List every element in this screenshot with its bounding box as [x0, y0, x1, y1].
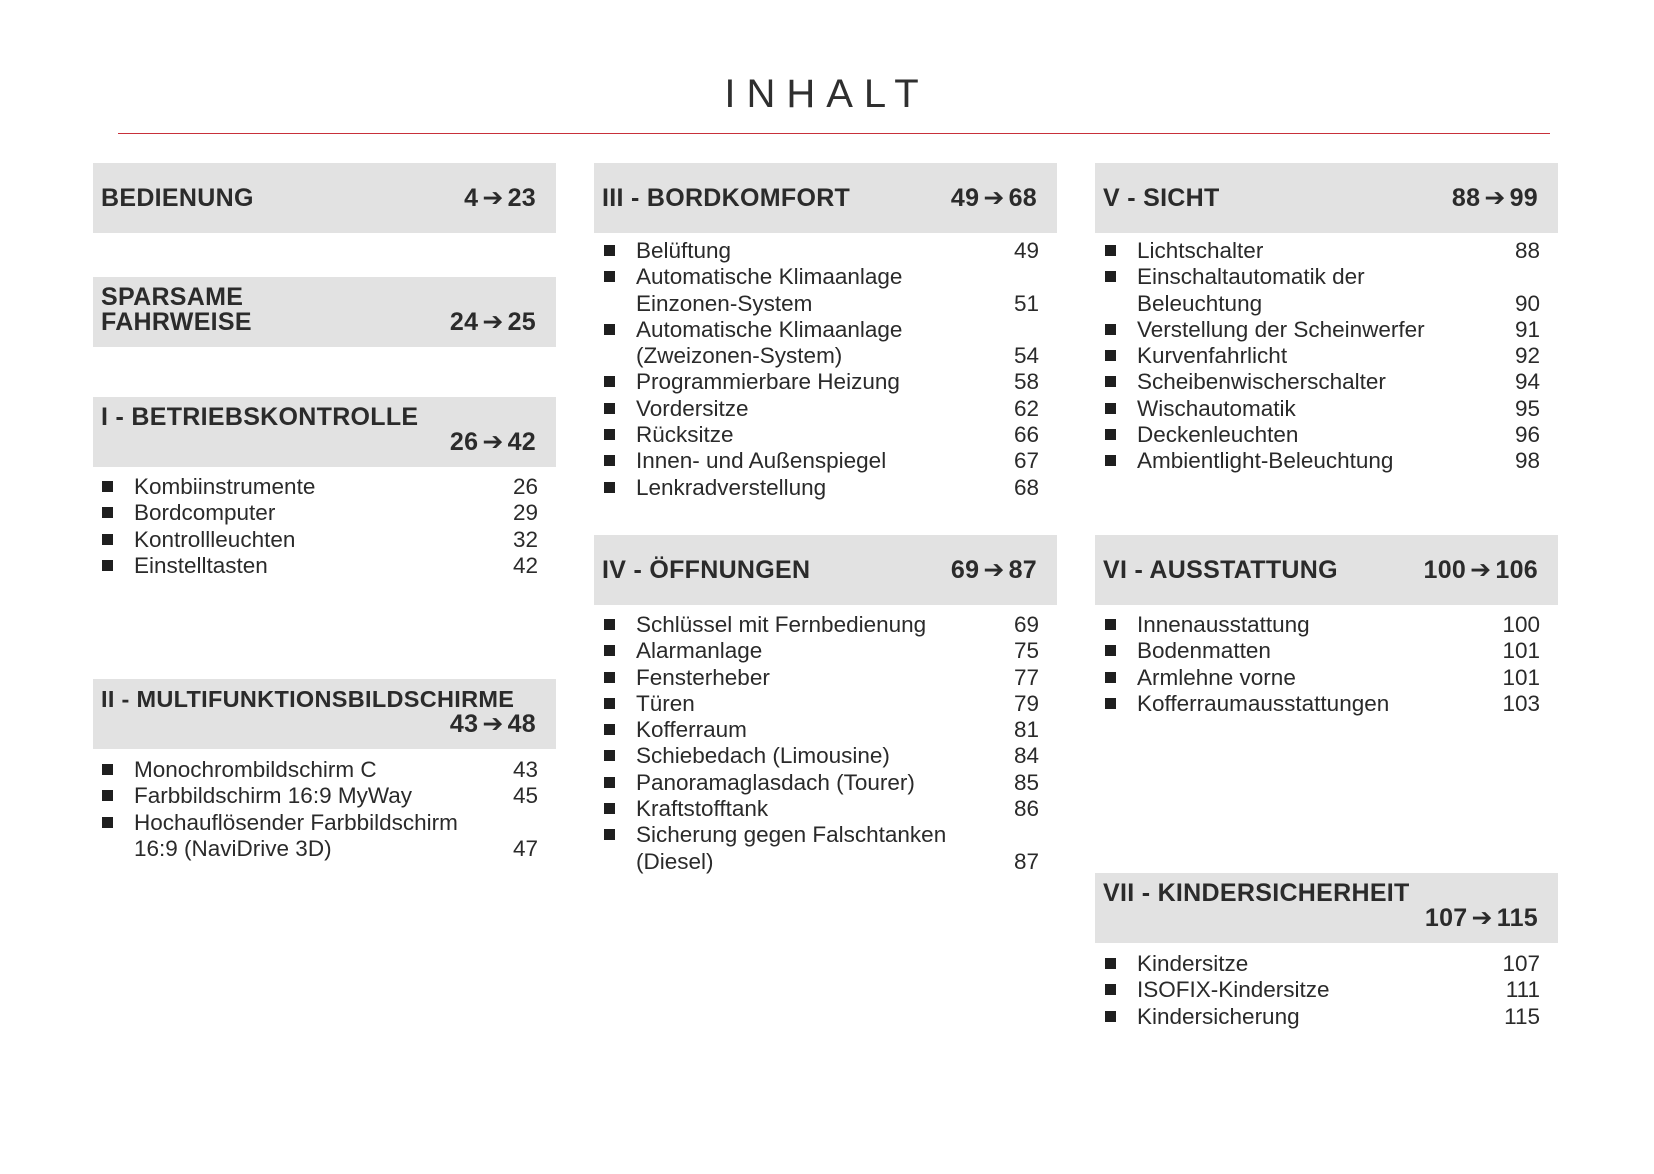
list-item-label: Rücksitze: [636, 422, 734, 448]
list-item-page-number: 100: [1502, 612, 1540, 637]
square-bullet-icon: [604, 376, 615, 387]
list-item-page-number: 92: [1514, 343, 1540, 369]
list-item[interactable]: [602, 475, 1039, 501]
square-bullet-icon: [102, 560, 113, 571]
list-item-label: Kurvenfahrlicht: [1137, 343, 1288, 369]
list-item-label: Monochrombildschirm C: [134, 757, 377, 782]
square-bullet-icon: [1105, 698, 1116, 709]
arrow-right-icon: ➔: [482, 428, 504, 456]
square-bullet-icon: [604, 619, 615, 630]
page-range: 24 ➔ 25: [449, 308, 536, 336]
list-item[interactable]: [602, 264, 1039, 317]
section-header-betriebskontrolle[interactable]: [93, 397, 556, 467]
square-bullet-icon: [604, 724, 615, 735]
list-item[interactable]: [602, 238, 1039, 264]
list-item-page-number: 111: [1505, 977, 1540, 1003]
square-bullet-icon: [1105, 403, 1116, 414]
list-item-page-number: 107: [1502, 951, 1540, 976]
list-item[interactable]: [100, 783, 538, 809]
section-title: IV - ÖFFNUNGEN: [602, 555, 811, 584]
list-item-label: Verstellung der Scheinwerfer: [1137, 316, 1425, 342]
list-item-page-number: 94: [1514, 369, 1540, 395]
arrow-right-icon: ➔: [983, 556, 1005, 584]
square-bullet-icon: [1105, 958, 1116, 969]
list-item-label: Armlehne vorne: [1137, 664, 1296, 690]
list-item-page-number: 115: [1504, 1003, 1540, 1029]
list-item-label: Alarmanlage: [636, 638, 763, 664]
list-item-page-number: 54: [1013, 343, 1039, 369]
list-item-page-number: 96: [1514, 422, 1540, 448]
square-bullet-icon: [102, 764, 113, 775]
list-item-page-number: 77: [1013, 664, 1039, 690]
list-item-label: Belüftung: [636, 238, 732, 263]
list-item-label: Farbbildschirm 16:9 MyWay: [134, 783, 412, 809]
list-item[interactable]: [1103, 448, 1540, 474]
section-header-bedienung[interactable]: [93, 163, 556, 233]
list-item-label: Schiebedach (Limousine): [636, 743, 890, 769]
section-title: VII - KINDERSICHERHEIT: [1103, 879, 1410, 907]
page-range: 26 ➔ 42: [449, 428, 536, 456]
list-item-page-number: 88: [1514, 238, 1540, 263]
list-item-label: Vordersitze: [636, 395, 749, 421]
section-list-ausstattung: [1103, 612, 1540, 717]
list-item-page-number: 26: [512, 474, 538, 499]
list-item-label: Sicherung gegen Falschtanken (Diesel): [636, 822, 947, 874]
list-item-label: Ambientlight-Beleuchtung: [1137, 448, 1394, 474]
list-item-page-number: 101: [1502, 638, 1540, 664]
list-item-label: Wischautomatik: [1137, 395, 1296, 421]
page-range: 4 ➔ 23: [464, 184, 536, 212]
list-item[interactable]: [100, 757, 538, 783]
list-item-label: Bordcomputer: [134, 500, 276, 526]
list-item-label: Einstelltasten: [134, 552, 268, 578]
list-item-label: ISOFIX-Kindersitze: [1137, 977, 1330, 1003]
square-bullet-icon: [1105, 1011, 1116, 1022]
square-bullet-icon: [102, 507, 113, 518]
square-bullet-icon: [604, 482, 615, 493]
section-list-kindersicherheit: [1103, 951, 1540, 1030]
list-item[interactable]: [100, 810, 538, 863]
section-header-multifunktionsbildschirme[interactable]: [93, 679, 556, 749]
arrow-right-icon: ➔: [1471, 904, 1493, 932]
square-bullet-icon: [1105, 984, 1116, 995]
square-bullet-icon: [604, 403, 615, 414]
section-header-ausstattung[interactable]: [1095, 535, 1558, 605]
square-bullet-icon: [1105, 619, 1116, 630]
list-item-page-number: 91: [1514, 316, 1540, 342]
arrow-right-icon: ➔: [983, 184, 1005, 212]
list-item-page-number: 86: [1013, 796, 1039, 822]
list-item[interactable]: [1103, 343, 1540, 369]
list-item-page-number: 75: [1013, 638, 1039, 664]
section-list-betriebskontrolle: [100, 474, 538, 579]
square-bullet-icon: [102, 481, 113, 492]
list-item-page-number: 51: [1013, 290, 1039, 316]
list-item-label: Schlüssel mit Fernbedienung: [636, 612, 927, 637]
list-item-page-number: 79: [1013, 690, 1039, 716]
square-bullet-icon: [1105, 455, 1116, 466]
list-item-page-number: 43: [512, 757, 538, 782]
square-bullet-icon: [604, 245, 615, 256]
list-item-label: Kofferraum: [636, 717, 747, 743]
list-item-label: Panoramaglasdach (Tourer): [636, 769, 915, 795]
list-item-page-number: 45: [512, 783, 538, 809]
list-item-page-number: 29: [512, 500, 538, 526]
list-item[interactable]: [602, 796, 1039, 822]
list-item-label: Fensterheber: [636, 664, 770, 690]
arrow-right-icon: ➔: [482, 710, 504, 738]
page-range: 107 ➔ 115: [1424, 904, 1538, 932]
list-item[interactable]: [602, 422, 1039, 448]
square-bullet-icon: [604, 803, 615, 814]
list-item-label: Kofferraumausstattungen: [1137, 690, 1390, 716]
square-bullet-icon: [102, 790, 113, 801]
page-range: 69 ➔ 87: [950, 556, 1037, 584]
section-list-sicht: [1103, 238, 1540, 475]
list-item[interactable]: [602, 396, 1039, 422]
list-item[interactable]: [100, 474, 538, 500]
page-range: 100 ➔ 106: [1423, 556, 1538, 584]
section-list-oeffnungen: [602, 612, 1039, 875]
page-range: 43 ➔ 48: [449, 710, 536, 738]
list-item-page-number: 32: [512, 526, 538, 552]
list-item[interactable]: [1103, 638, 1540, 664]
section-title: I - BETRIEBSKONTROLLE: [101, 403, 419, 431]
list-item[interactable]: [602, 717, 1039, 743]
section-header-sicht[interactable]: [1095, 163, 1558, 233]
section-header-oeffnungen[interactable]: [594, 535, 1057, 605]
list-item[interactable]: [602, 638, 1039, 664]
section-title: V - SICHT: [1103, 183, 1220, 212]
list-item-label: Programmierbare Heizung: [636, 369, 900, 395]
list-item[interactable]: [1103, 951, 1540, 977]
list-item[interactable]: [100, 527, 538, 553]
square-bullet-icon: [604, 271, 615, 282]
list-item-label: Automatische Klimaanlage Einzonen-System: [636, 264, 903, 316]
square-bullet-icon: [604, 672, 615, 683]
list-item[interactable]: [1103, 264, 1540, 317]
list-item-page-number: 101: [1502, 664, 1540, 690]
list-item-label: Türen: [636, 690, 695, 716]
list-item[interactable]: [1103, 977, 1540, 1003]
list-item[interactable]: [602, 317, 1039, 370]
section-title-line2: FAHRWEISE: [101, 308, 252, 336]
square-bullet-icon: [1105, 645, 1116, 656]
list-item[interactable]: [1103, 396, 1540, 422]
square-bullet-icon: [102, 534, 113, 545]
arrow-right-icon: ➔: [482, 184, 504, 212]
page-title: INHALT: [724, 72, 930, 116]
page-range: 49 ➔ 68: [950, 184, 1037, 212]
list-item[interactable]: [1103, 691, 1540, 717]
list-item[interactable]: [602, 691, 1039, 717]
section-list-multifunktionsbildschirme: [100, 757, 538, 862]
arrow-right-icon: ➔: [482, 308, 504, 336]
list-item-page-number: 66: [1013, 422, 1039, 448]
section-header-kindersicherheit[interactable]: [1095, 873, 1558, 943]
section-header-sparsame-fahrweise[interactable]: [93, 277, 556, 347]
list-item-label: Kindersicherung: [1137, 1003, 1300, 1029]
list-item-label: Einschaltautomatik der Beleuchtung: [1137, 264, 1365, 316]
list-item-label: Kombiinstrumente: [134, 474, 316, 499]
list-item[interactable]: [1103, 238, 1540, 264]
section-title-line1: SPARSAME: [101, 283, 244, 311]
list-item-label: Lenkradverstellung: [636, 474, 827, 500]
list-item-page-number: 85: [1013, 769, 1039, 795]
square-bullet-icon: [604, 829, 615, 840]
square-bullet-icon: [604, 429, 615, 440]
square-bullet-icon: [604, 324, 615, 335]
section-title: BEDIENUNG: [101, 183, 254, 212]
list-item[interactable]: [100, 553, 538, 579]
list-item-page-number: 98: [1514, 448, 1540, 474]
list-item-page-number: 84: [1013, 743, 1039, 769]
square-bullet-icon: [604, 455, 615, 466]
square-bullet-icon: [1105, 324, 1116, 335]
list-item[interactable]: [602, 770, 1039, 796]
list-item[interactable]: [602, 743, 1039, 769]
arrow-right-icon: ➔: [1484, 184, 1506, 212]
list-item-label: Kontrollleuchten: [134, 526, 296, 552]
title-divider: [118, 133, 1550, 134]
section-title: VI - AUSSTATTUNG: [1103, 555, 1338, 584]
list-item[interactable]: [100, 500, 538, 526]
list-item-label: Kraftstofftank: [636, 796, 769, 822]
square-bullet-icon: [1105, 350, 1116, 361]
square-bullet-icon: [604, 777, 615, 788]
square-bullet-icon: [1105, 376, 1116, 387]
list-item-label: Kindersitze: [1137, 951, 1249, 976]
list-item-label: Innen- und Außenspiegel: [636, 448, 887, 474]
section-header-bordkomfort[interactable]: [594, 163, 1057, 233]
list-item-page-number: 58: [1013, 369, 1039, 395]
section-title: III - BORDKOMFORT: [602, 183, 851, 212]
square-bullet-icon: [604, 645, 615, 656]
list-item[interactable]: [1103, 369, 1540, 395]
arrow-right-icon: ➔: [1470, 556, 1492, 584]
list-item-page-number: 67: [1013, 448, 1039, 474]
list-item-page-number: 42: [512, 552, 538, 578]
list-item[interactable]: [1103, 1004, 1540, 1030]
list-item[interactable]: [602, 448, 1039, 474]
list-item-page-number: 68: [1013, 474, 1039, 500]
list-item-page-number: 69: [1013, 612, 1039, 637]
list-item-label: Innenausstattung: [1137, 612, 1310, 637]
list-item[interactable]: [1103, 317, 1540, 343]
square-bullet-icon: [604, 750, 615, 761]
square-bullet-icon: [1105, 429, 1116, 440]
list-item[interactable]: [602, 612, 1039, 638]
square-bullet-icon: [102, 817, 113, 828]
square-bullet-icon: [1105, 672, 1116, 683]
list-item[interactable]: [1103, 612, 1540, 638]
list-item-label: Bodenmatten: [1137, 638, 1271, 664]
list-item[interactable]: [1103, 422, 1540, 448]
list-item-label: Scheibenwischerschalter: [1137, 369, 1386, 395]
square-bullet-icon: [1105, 245, 1116, 256]
list-item-label: Lichtschalter: [1137, 238, 1264, 263]
list-item-page-number: 49: [1013, 238, 1039, 263]
list-item-label: Automatische Klimaanlage (Zweizonen-System): [636, 316, 903, 369]
list-item-label: Deckenleuchten: [1137, 422, 1299, 448]
section-list-bordkomfort: [602, 238, 1039, 501]
square-bullet-icon: [604, 698, 615, 709]
list-item-page-number: 87: [1013, 848, 1039, 874]
list-item-page-number: 47: [512, 835, 538, 861]
list-item-page-number: 62: [1013, 395, 1039, 421]
section-title: II - MULTIFUNKTIONSBILDSCHIRME: [101, 686, 515, 712]
list-item-page-number: 81: [1013, 717, 1039, 743]
square-bullet-icon: [1105, 271, 1116, 282]
list-item-page-number: 90: [1514, 290, 1540, 316]
list-item[interactable]: [602, 369, 1039, 395]
list-item[interactable]: [602, 665, 1039, 691]
list-item-page-number: 95: [1514, 395, 1540, 421]
page-range: 88 ➔ 99: [1451, 184, 1538, 212]
list-item[interactable]: [1103, 665, 1540, 691]
list-item-page-number: 103: [1502, 690, 1540, 716]
list-item-label: Hochauflösender Farbbildschirm 16:9 (NaviDrive 3D): [134, 809, 458, 861]
list-item[interactable]: [602, 822, 1039, 875]
